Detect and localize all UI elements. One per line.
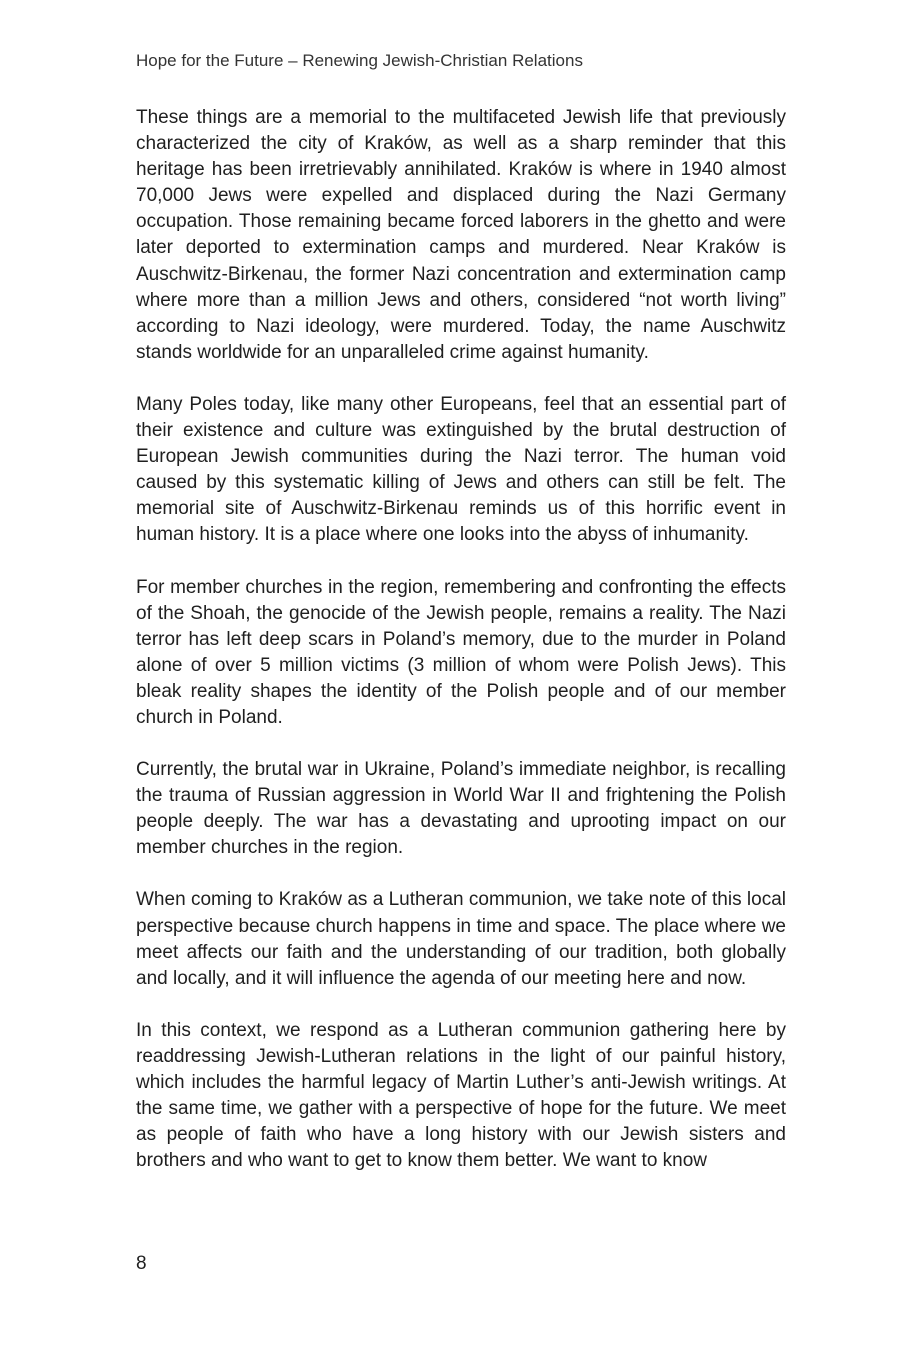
paragraph-lutheran-communion: When coming to Kraków as a Lutheran communion, we take note of this local perspective because church happens in time and space. The place where we meet affects our faith and the understanding of our tradition, both globally and locally, and it will influence the agenda of our meeting here and now. (136, 889, 786, 989)
paragraph-poles: Many Poles today, like many other Europeans, feel that an essential part of their existence and culture was extinguished by the brutal destruction of European Jewish communities during the Nazi terror. The human void caused by this systematic killing of Jews and others can still be felt. The memorial site of Auschwitz-Birkenau reminds us of this horrific event in human history. It is a place where one looks into the abyss of inhumanity. (136, 393, 786, 546)
body-text (136, 105, 786, 1174)
running-header: Hope for the Future – Renewing Jewish-Christian Relations (136, 51, 583, 70)
paragraph-memorial: These things are a memorial to the multifaceted Jewish life that previously characterized the city of Kraków, as well as a sharp reminder that this heritage has been irretrievably annihilated. Kraków is where in 1940 almost 70,000 Jews were expelled and displaced during the Nazi Germany occupation. Those remaining became forced laborers in the ghetto and were later deported to extermination camps and murdered. Near Kraków is Auschwitz-Birkenau, the former Nazi concentration and extermination camp where more than a million Jews and others, considered “not worth living” according to Nazi ideology, were murdered. Today, the name Auschwitz stands worldwide for an unparalleled crime against humanity. (136, 107, 786, 363)
paragraph-ukraine-war: Currently, the brutal war in Ukraine, Poland’s immediate neighbor, is recalling the trauma of Russian aggression in World War II and frightening the Polish people deeply. The war has a devastating and uprooting impact on our member churches in the region. (136, 759, 786, 859)
paragraph-member-churches: For member churches in the region, remembering and confronting the effects of the Shoah, the genocide of the Jewish people, remains a reality. The Nazi terror has left deep scars in Poland’s memory, due to the murder in Poland alone of over 5 million victims (3 million of whom were Polish Jews). This bleak reality shapes the identity of the Polish people and of our member church in Poland. (136, 576, 786, 728)
page-number: 8 (136, 1253, 147, 1274)
paragraph-context: In this context, we respond as a Lutheran communion gathering here by readdressing Jewish-Lutheran relations in the light of our painful history, which includes the harmful legacy of Martin Luther’s anti-Jewish writings. At the same time, we gather with a perspective of hope for the future. We meet as people of faith who have a long history with our Jewish sisters and brothers and who want to get to know them better. We want to know (136, 1019, 786, 1172)
